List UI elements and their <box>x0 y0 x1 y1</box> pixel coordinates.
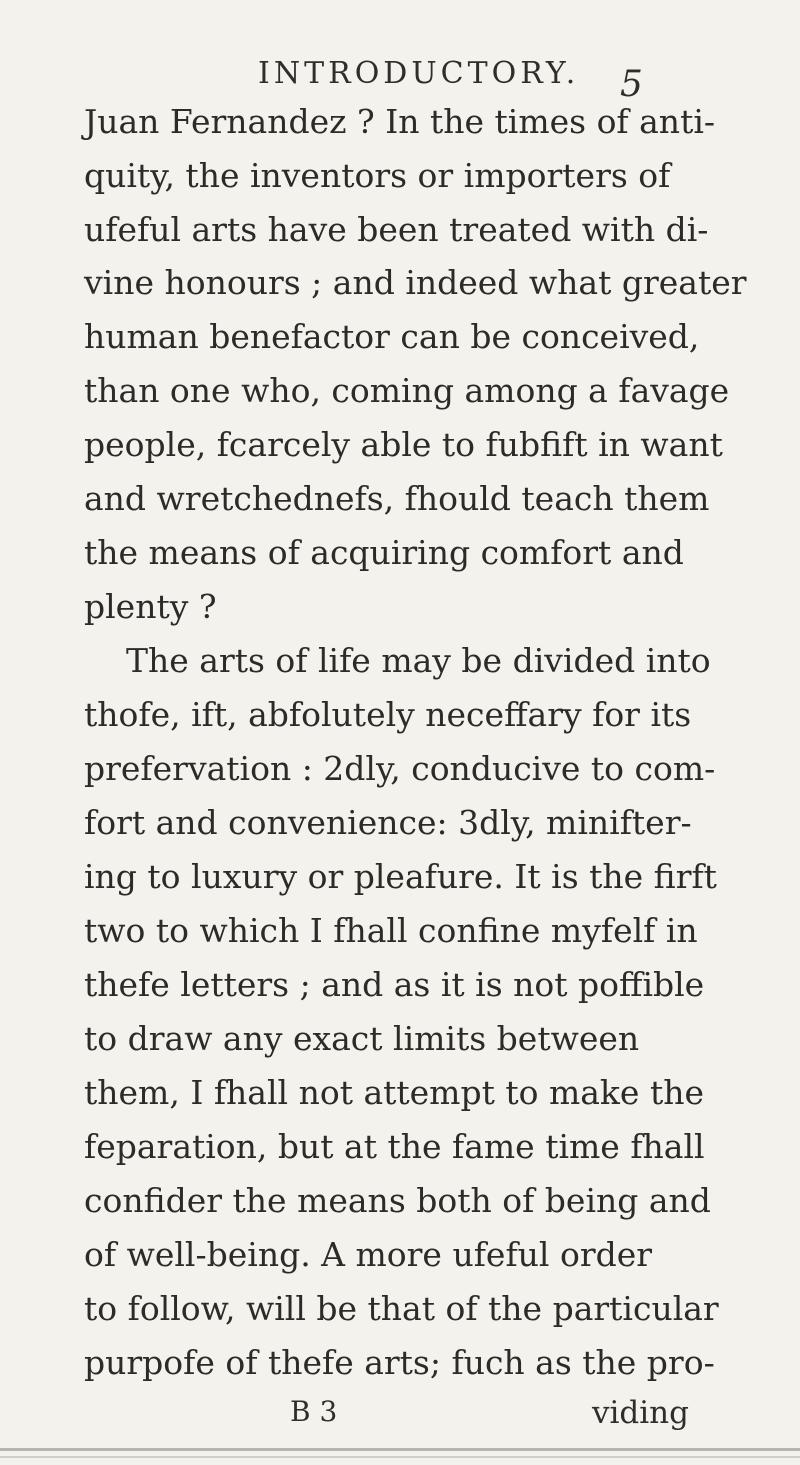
text-line: quity, the inventors or importers of <box>84 156 671 195</box>
text-line: ufeful arts have been treated with di- <box>84 210 709 249</box>
text-line: The arts of life may be divided into <box>126 641 711 680</box>
text-line: to draw any exact limits between <box>84 1019 640 1058</box>
text-line: and wretchednefs, fhould teach them <box>84 479 710 518</box>
text-line: human benefactor can be conceived, <box>84 317 700 356</box>
page-edge-shadow <box>0 1456 800 1458</box>
text-line: Juan Fernandez ? In the times of anti- <box>84 102 716 141</box>
text-line: plenty ? <box>84 587 217 626</box>
text-line: the means of acquiring comfort and <box>84 533 684 572</box>
text-line: of well-being. A more ufeful order <box>84 1235 653 1274</box>
text-line: thofe, ift, abfolutely neceffary for its <box>84 695 692 734</box>
text-line: fort and convenience: 3dly, minifter- <box>84 803 692 842</box>
running-head: INTRODUCTORY. <box>258 56 580 91</box>
text-line: to follow, will be that of the particular <box>84 1289 719 1328</box>
signature-mark: B 3 <box>290 1395 338 1428</box>
text-line: purpofe of thefe arts; fuch as the pro- <box>84 1343 715 1382</box>
page-footer <box>0 1395 800 1435</box>
text-line: them, I fhall not attempt to make the <box>84 1073 704 1112</box>
text-line: confider the means both of being and <box>84 1181 711 1220</box>
catchword: viding <box>592 1395 689 1431</box>
text-line: vine honours ; and indeed what greater <box>84 263 747 302</box>
text-line: two to which I fhall confine myfelf in <box>84 911 698 950</box>
text-line: feparation, but at the fame time fhall <box>84 1127 705 1166</box>
page-edge-rule <box>0 1448 800 1451</box>
text-line: prefervation : 2dly, conducive to com- <box>84 749 716 788</box>
text-line: than one who, coming among a favage <box>84 371 730 410</box>
page-number: 5 <box>620 64 643 105</box>
text-line: ing to luxury or pleafure. It is the firft <box>84 857 717 896</box>
text-line: thefe letters ; and as it is not poffible <box>84 965 705 1004</box>
text-line: people, fcarcely able to fubfift in want <box>84 425 723 464</box>
